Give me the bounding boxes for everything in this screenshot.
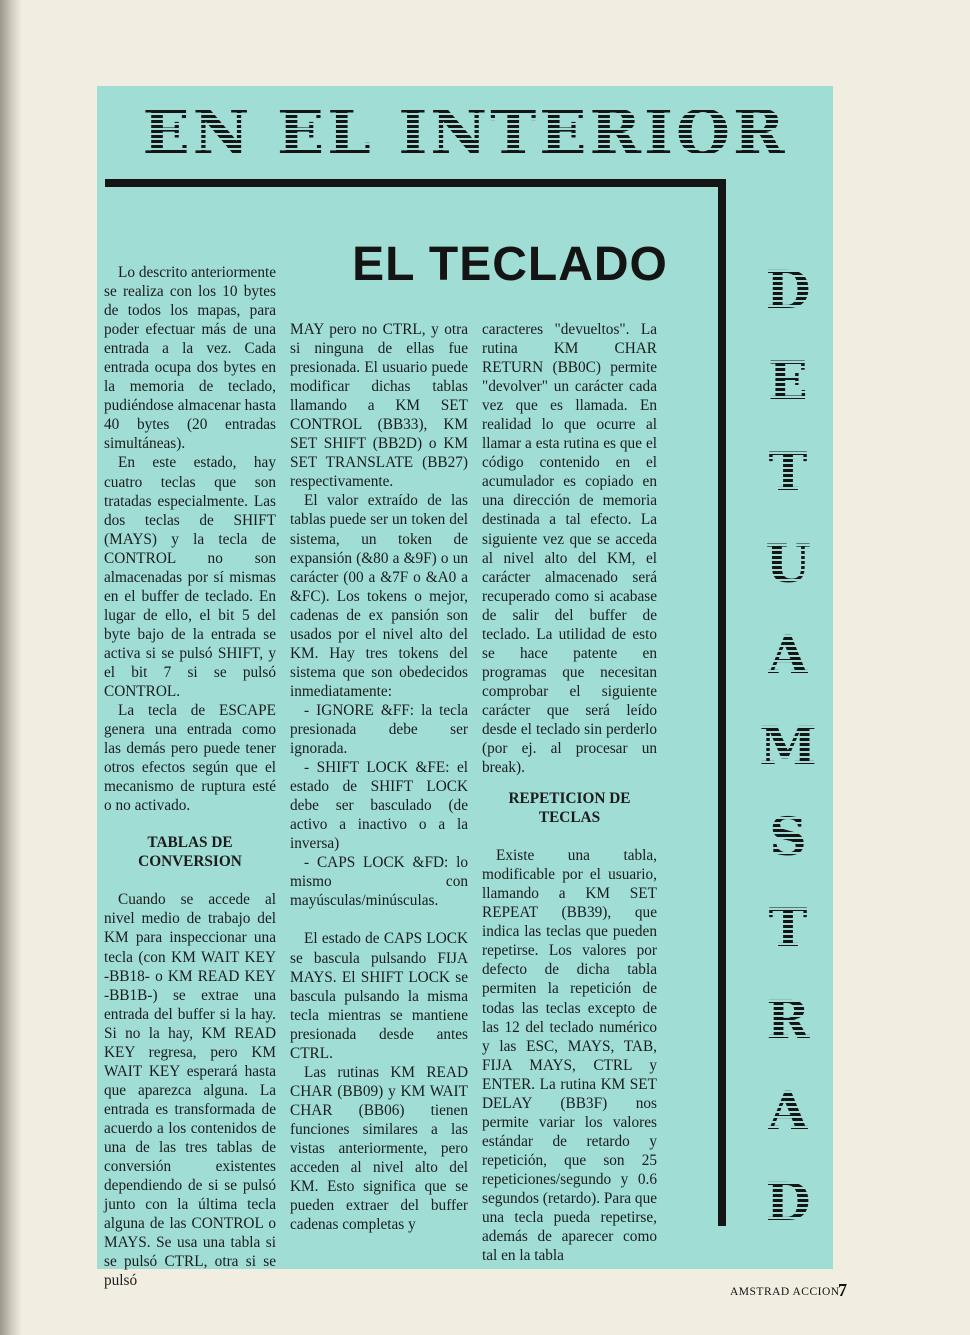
paragraph: El valor extraído de las tablas puede ser un token del sistema, un token de expansión (&80 a &9F) o un carácter (00 a &7F o &A0 a &FC). Los tokens o mejor, cadenas de ex pansión son usados por el nivel alto del KM. Hay tres tokens del sistema que son obedecidos inmediatamente: <box>290 492 468 700</box>
sidebar-letter: U <box>765 533 811 595</box>
paragraph: MAY pero no CTRL, y otra si ninguna de ellas fue presionada. El usuario puede modificar dichas tablas llamando a KM SET CONTROL (BB33), KM SET SHIFT (BB2D) o KM SET TRANSLATE (BB27) respectivamente. <box>290 321 468 491</box>
sidebar-letter: M <box>759 715 817 777</box>
paragraph: - IGNORE &FF: la tecla presionada debe ser ignorada. <box>290 701 468 758</box>
paragraph: En este estado, hay cuatro teclas que son tratadas especialmente. Las dos teclas de SHIFT (MAYS) y la tecla de CONTROL no son almacenadas por sí mismas en el buffer de teclado. En lugar de ello, el bit 5 del byte bajo de la entrada se activa si se pulsó SHIFT, y el bit 7 si se pulsó CONTROL. <box>104 454 276 701</box>
section-heading-tablas: TABLAS DE CONVERSION <box>138 834 242 871</box>
side-rule <box>718 179 726 1226</box>
paragraph: Las rutinas KM READ CHAR (BB09) y KM WAIT CHAR (BB06) tienen funciones similares a las vistas anteriormente, pero acceden al nivel alto del KM. Esto significa que se pueden extraer del buffer cadenas completas y <box>290 1063 468 1234</box>
paragraph: caracteres "devueltos". La rutina KM CHAR RETURN (BB0C) permite "devolver" un carácter cada vez que es llamada. En realidad lo que ocurre al llamar a esta rutina es que el código contenido en el acumulador es copiado en una dirección de memoria destinada a tal efecto. La siguiente vez que se acceda al nivel alto del KM, el carácter almacenado será recuperado como si acabase de salir del buffer de teclado. La utilidad de esto se hace patente en programas que necesitan comprobar el siguiente carácter que será leído desde el teclado sin perderlo (por ej. al procesar un break). <box>482 321 657 777</box>
paragraph: La tecla de ESCAPE genera una entrada como las demás pero puede tener otros efectos según que el mecanismo de ruptura esté o no activado. <box>104 702 276 815</box>
sidebar-letter: A <box>767 1080 809 1142</box>
sidebar-letter: R <box>766 989 810 1051</box>
text-column-2 <box>290 320 468 1234</box>
paragraph: Cuando se accede al nivel medio de trabajo del KM para inspeccionar una tecla (con KM WAIT KEY -BB18- o KM READ KEY -BB1B-) se extrae una entrada del buffer si la hay. Si no la hay, KM READ KEY regresa, pero KM WAIT KEY esperará hasta que aparezca alguna. La entrada es transformada de acuerdo a los contenidos de una de las tres tablas de conversión existentes dependiendo de si se pulsó junto con la última tecla alguna de las CONTROL o MAYS. Se usa una tabla si se pulsó CTRL, otra si se pulsó <box>104 891 276 1290</box>
sidebar-letter: T <box>768 442 808 504</box>
page-spine-shadow <box>0 0 22 1335</box>
masthead-title: EN EL INTERIOR <box>97 100 833 166</box>
paragraph: Lo descrito anteriormente se realiza con los 10 bytes de todos los mapas, para poder efectuar más de una entrada a la vez. Cada entrada ocupa dos bytes en la memoria de teclado, pudiéndose almacenar hasta 40 bytes (20 entradas simultáneas). <box>104 264 277 453</box>
paragraph: El estado de CAPS LOCK se bascula pulsando FIJA MAYS. El SHIFT LOCK se bascula pulsando la misma tecla mientras se mantiene presionada desde antes CTRL. <box>290 930 468 1062</box>
article-title: EL TECLADO <box>352 238 668 292</box>
paragraph: - CAPS LOCK &FD: lo mismo con mayúsculas/minúsculas. <box>290 854 468 910</box>
footer-magazine-name: AMSTRAD ACCION <box>730 1286 840 1298</box>
sidebar-letter: E <box>768 351 808 413</box>
sidebar-letter: D <box>765 260 811 321</box>
text-column-3 <box>482 320 657 1265</box>
sidebar-letter: D <box>765 1171 811 1233</box>
section-heading-repeticion: REPETICION DE TECLAS <box>508 790 631 827</box>
paragraph: - SHIFT LOCK &FE: el estado de SHIFT LOCK debe ser basculado (de activo a inactivo o a la inversa) <box>290 759 468 853</box>
sidebar-vertical-title <box>748 262 828 1232</box>
text-column-1 <box>104 263 276 1290</box>
paragraph: Existe una tabla, modificable por el usuario, llamando a KM SET REPEAT (BB39), que indica las teclas que pueden repetirse. Los valores por defecto de dicha tabla permiten la repetición de todas las teclas excepto de las 12 del teclado numérico y las ESC, MAYS, TAB, FIJA MAYS, CTRL y ENTER. La rutina KM SET DELAY (BB3F) nos permite variar los valores estándar de retardo y repetición, que son 25 repeticiones/segundo y 0.6 segundos (retardo). Para que una tecla pueda repetirse, además de aparecer como tal en la tabla <box>482 847 658 1265</box>
sidebar-letter: S <box>769 807 807 869</box>
page-number: 7 <box>838 1280 847 1300</box>
sidebar-letter: T <box>768 898 808 960</box>
sidebar-letter: A <box>767 624 809 686</box>
top-rule <box>105 179 726 187</box>
